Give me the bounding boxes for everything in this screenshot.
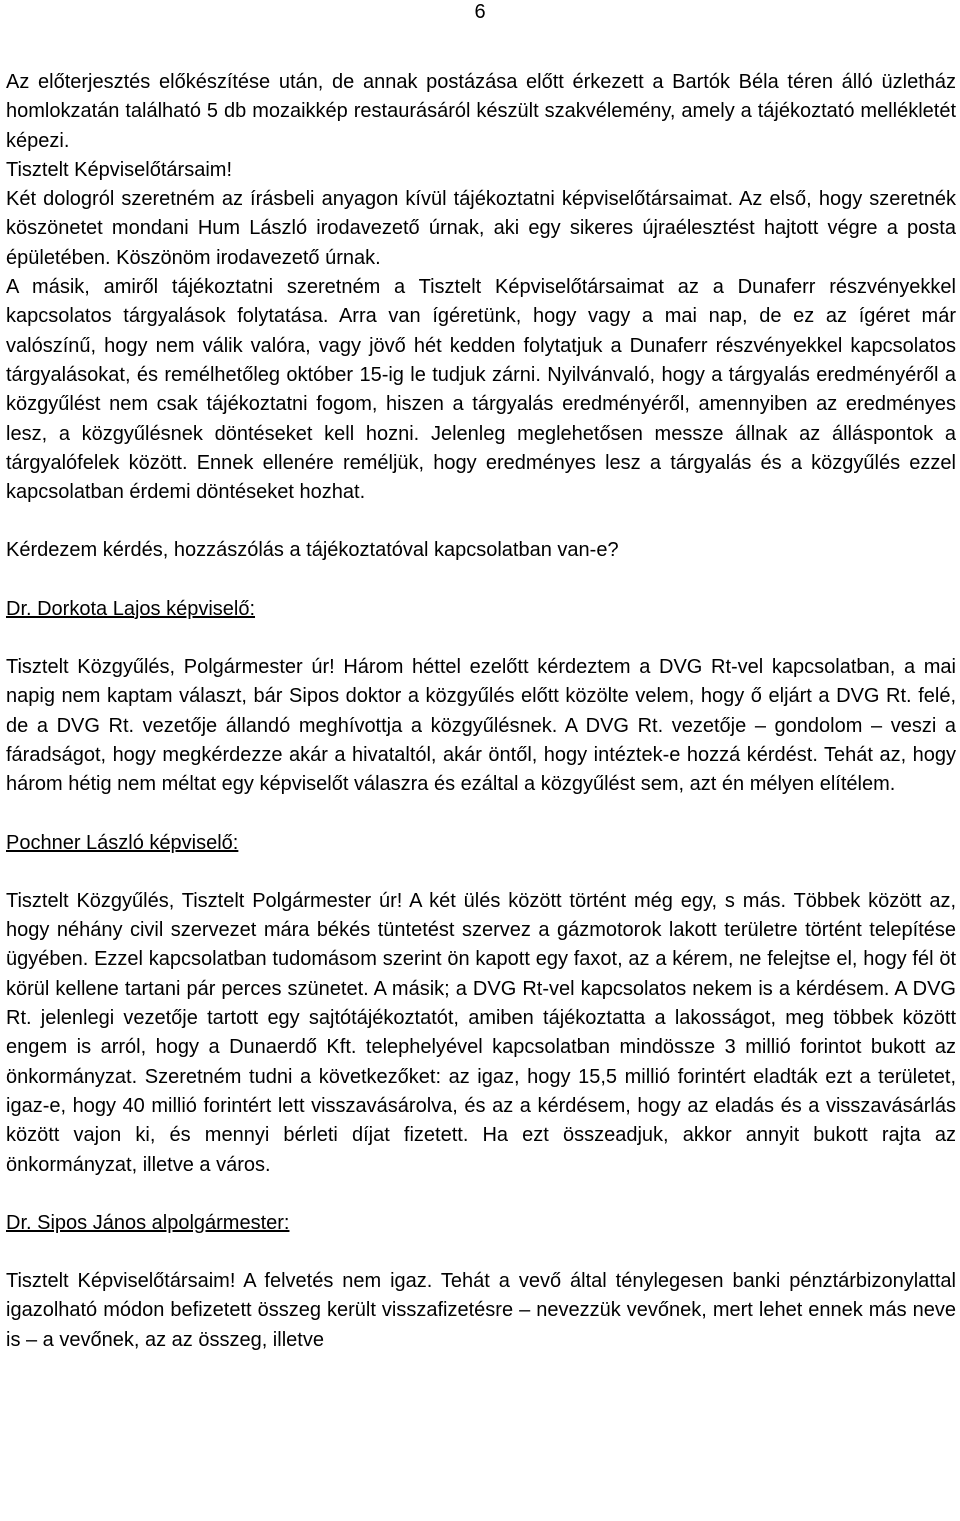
paragraph-question: Kérdezem kérdés, hozzászólás a tájékoztatóval kapcsolatban van-e?	[6, 539, 619, 562]
page-number: 6	[474, 1, 486, 23]
spacer	[6, 1238, 956, 1267]
paragraph-dunaferr: A másik, amiről tájékoztatni szeretném a Tisztelt Képviselőtársaimat az a Dunaferr részvényekkel kapcsolatos tárgyalások folytatása. Arra van ígéretünk, hogy vagy a mai nap, de ez az ígéret már valószínű, hogy nem válik valóra, vagy jövő hét kedden folytatjuk a Dunaferr részvényekkel kapcsolatos tárgyalásokat, és remélhetőleg október 15-ig le tudjuk zárni. Nyilvánvaló, hogy a tárgyalás eredményéről a közgyűlést nem csak tájékoztatni fogom, hiszen a tárgyalás eredményéről, amennyiben az eredményes lesz, a közgyűlésnek döntéseket kell hozni. Jelenleg meglehetősen messze állnak az álláspontok a tárgyalófelek között. Ennek ellenére reméljük, hogy eredményes lesz a tárgyalás és a közgyűlés ezzel kapcsolatban érdemi döntéseket hozhat.	[6, 276, 956, 504]
document-body	[6, 68, 956, 1355]
paragraph-pochner: Tisztelt Közgyűlés, Tisztelt Polgármester úr! A két ülés között történt még egy, s más. Többek között az, hogy néhány civil szervezet mára békés tüntetést szervez a gázmotorok lakott területre történt telepítése ügyében. Ezzel kapcsolatban tudomásom szerint ön kapott egy faxot, az a kérem, ne felejtse el, hogy fél öt körül kellene tartani pár perces szünetet. A másik; a DVG Rt-vel kapcsolatos nekem is a kérdésem. A DVG Rt. jelenlegi vezetője tartott egy sajtótájékoztatót, amiben tájékoztatta a lakosságot, meg többek között engem is arról, hogy a Dunaerdő Kft. telephelyével kapcsolatban mindössze 3 millió forintot bukott az önkormányzat. Szeretném tudni a következőket: az igaz, hogy 15,5 millió forintért eladták ezt a területet, igaz-e, hogy 40 millió forintért lett visszavásárolva, és az a kérdésem, hogy az eladás és a visszavásárlás között vajon ki, és mennyi bérleti díjat fizetett. Ha ezt összeadjuk, akkor annyit bukott rajta az önkormányzat, illetve a város.	[6, 889, 956, 1176]
spacer	[6, 800, 956, 829]
paragraph-mosaic-report: Az előterjesztés előkészítése után, de annak postázása előtt érkezett a Bartók Béla téren álló üzletház homlokzatán található 5 db mozaikkép restaurásáról készült szakvélemény, amely a tájékoztató mellékletét képezi.	[6, 71, 956, 152]
paragraph-dorkota: Tisztelt Közgyűlés, Polgármester úr! Három héttel ezelőtt kérdeztem a DVG Rt-vel kapcsolatban, a mai napig nem kaptam választ, bár Sipos doktor a közgyűlés előtt közölte velem, hogy ő eljárt a DVG Rt. felé, de a DVG Rt. vezetője állandó meghívottja a közgyűlésnek. A DVG Rt. vezetője – gondolom – veszi a fáradságot, hogy megkérdezze akár a hivataltól, akár öntől, hogy intéztek-e hozzá kérdést. Tehát az, hogy három hétig nem méltat egy képviselőt válaszra és ezáltal a közgyűlést sem, azt én mélyen elítélem.	[6, 656, 956, 796]
paragraph-thanks: Két dologról szeretném az írásbeli anyagon kívül tájékoztatni képviselőtársaimat. Az első, hogy szeretnék köszönetet mondani Hum László irodavezető úrnak, aki egy sikeres újraélesztést hajtott végre a posta épületében. Köszönöm irodavezető úrnak.	[6, 188, 956, 269]
spacer	[6, 858, 956, 887]
spacer	[6, 624, 956, 653]
speaker-heading-dorkota: Dr. Dorkota Lajos képviselő:	[6, 597, 256, 620]
speaker-heading-pochner: Pochner László képviselő:	[6, 831, 239, 854]
spacer	[6, 566, 956, 595]
speaker-heading-sipos: Dr. Sipos János alpolgármester:	[6, 1211, 290, 1234]
spacer	[6, 1180, 956, 1209]
spacer	[6, 507, 956, 536]
paragraph-greeting: Tisztelt Képviselőtársaim!	[6, 158, 232, 181]
paragraph-sipos: Tisztelt Képviselőtársaim! A felvetés nem igaz. Tehát a vevő által ténylegesen banki pénztárbizonylattal igazolható módon befizetett összeg került visszafizetésre – nevezzük vevőnek, mert lehet ennek más neve is – a vevőnek, az az összeg, illetve	[6, 1270, 956, 1351]
